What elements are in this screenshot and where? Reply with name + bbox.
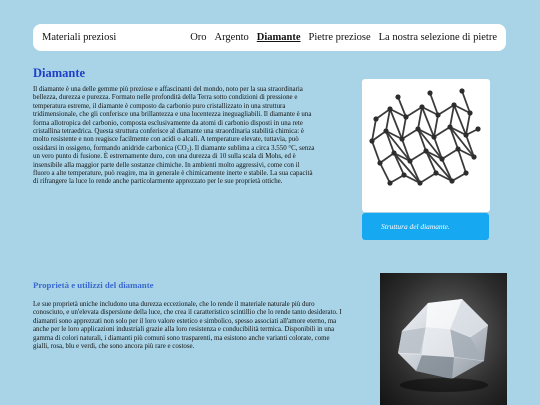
rough-diamond-illustration (380, 273, 507, 405)
section-title-proprieta: Proprietà e utilizzi del diamante (33, 280, 154, 290)
nav-item-oro[interactable]: Oro (190, 32, 207, 43)
section-body-diamante: Il diamante è una delle gemme più preziose e affascinanti del mondo, noto per la sua straordinaria bellezza, durezza e purezza. Formato nelle profondità della Terra sotto condizioni di pressione e temperatura estreme, il diamante è composto da carbonio puro cristallizzato in una struttura tridimensionale, che gli conferisce una brillantezza e una lucentezza ineguagliabili. Il diamante è una forma allotropica del carbonio, composta esclusivamente da atomi di carbonio disposti in una rete cristallina tetraedrica. Questa struttura conferisce al diamante una straordinaria stabilità chimica: è molto resistente e non reagisce facilmente con acidi o alcali. A temperature elevate, tuttavia, può ossidarsi in ossigeno, formando anidride carbonica (CO₂). Il diamante sublima a circa 3.550 °C, senza un vero punto di fusione. È estremamente duro, con una durezza di 10 sulla scala di Mohs, ed è insensibile alla maggior parte delle sostanze chimiche. In ambienti molto aggressivi, come con il fluoro a alte temperature, può reagire, ma in generale è chimicamente inerte e stabile. La sua capacità di rifrangere la luce lo rende anche particolarmente apprezzato per le sue proprietà ottiche. (33, 86, 315, 186)
nav-item-diamante[interactable]: Diamante (256, 32, 301, 43)
nav-item-selezione-pietre[interactable]: La nostra selezione di pietre (378, 32, 497, 43)
section-title-diamante: Diamante (33, 66, 86, 80)
site-brand[interactable]: Materiali preziosi (42, 32, 117, 43)
nav-item-pietre-preziose[interactable]: Pietre preziose (308, 32, 371, 43)
section-body-proprieta: Le sue proprietà uniche includono una durezza eccezionale, che lo rende il materiale naturale più duro conosciuto, e un'elevata dispersione della luce, che crea il caratteristico scintillio che lo rende tanto desiderato. I diamanti sono apprezzati non solo per il loro valore estetico e simbolico, spesso associati all'amore eterno, ma anche per le loro applicazioni industriali grazie alla loro resistenza e conducibilità termica. Disponibili in una gamma di colori naturali, i diamanti più comuni sono trasparenti, ma esistono anche varianti colorate, come gialli, rosa, blu e verdi, che sono ancora più rare e costose. (33, 301, 342, 351)
nav-item-argento[interactable]: Argento (214, 32, 249, 43)
nav-menu (190, 32, 497, 43)
top-nav (33, 24, 506, 51)
image-caption: Struttura del diamante. (362, 213, 489, 240)
diamond-lattice-illustration (362, 79, 490, 212)
diamond-structure-image (362, 79, 490, 212)
rough-diamond-photo (380, 273, 507, 405)
